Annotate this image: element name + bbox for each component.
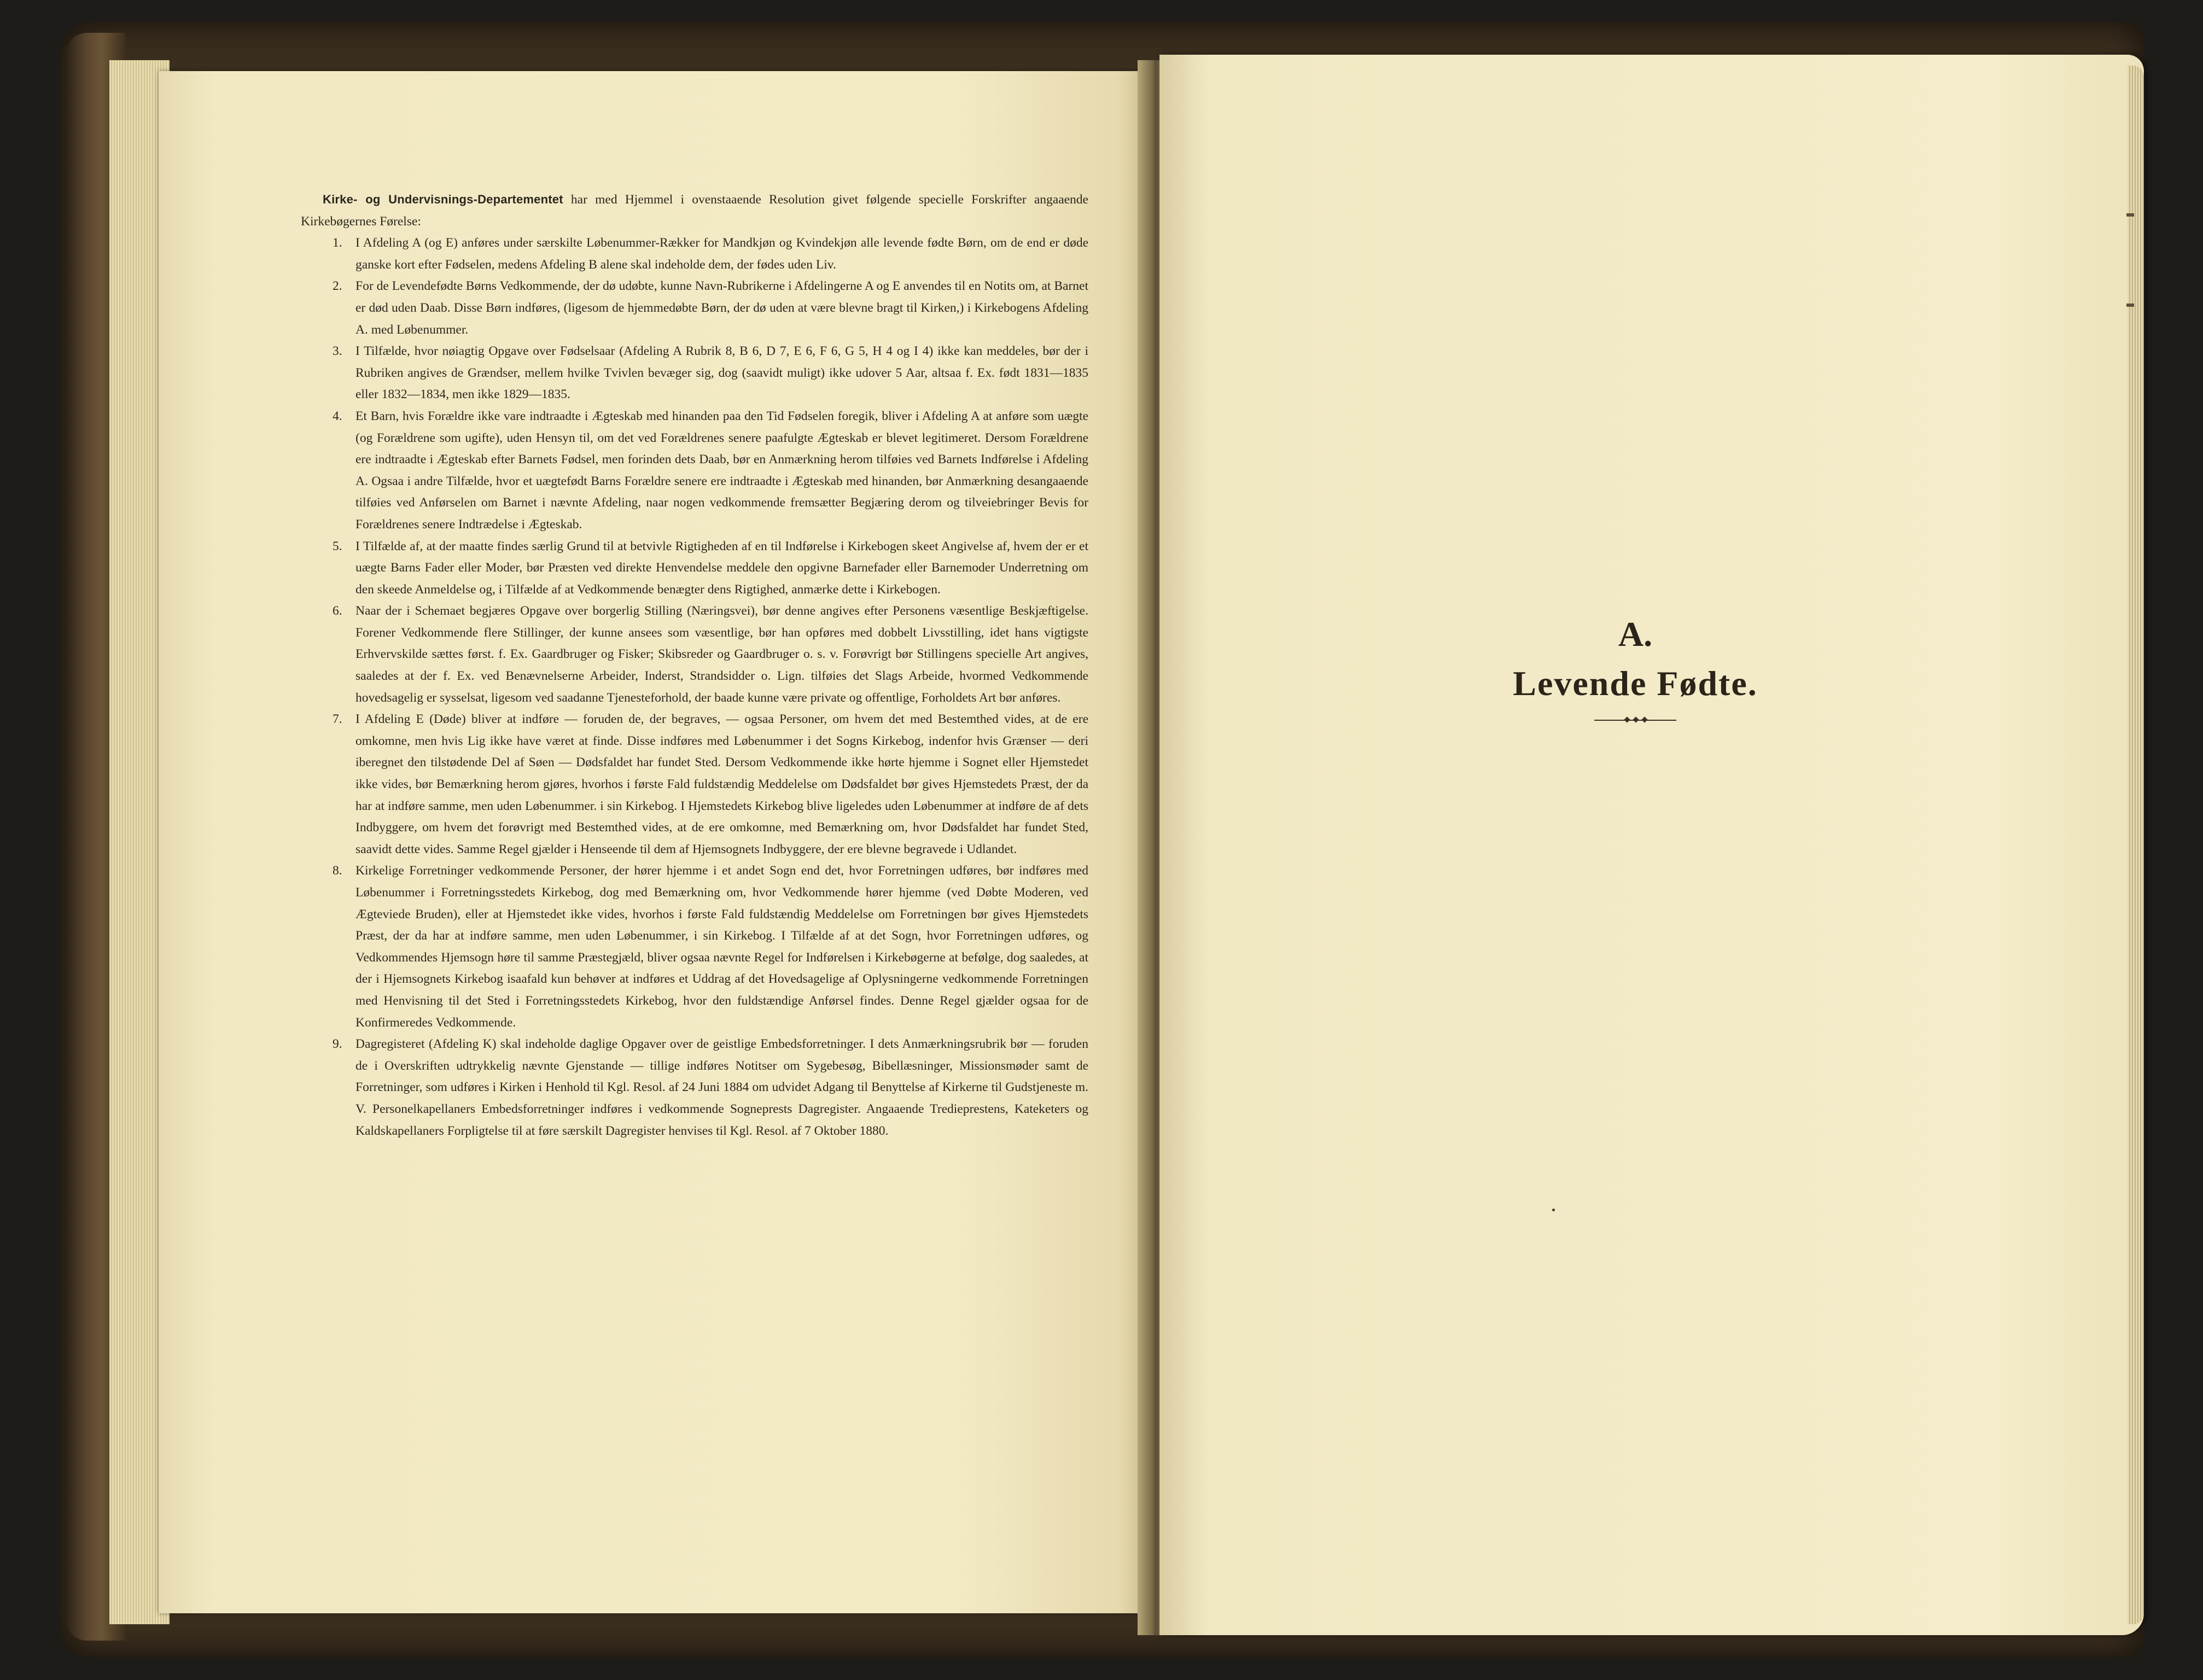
page-tab-mark: [2126, 213, 2134, 217]
page-edges-right: [2128, 66, 2144, 1624]
rule-item: [301, 600, 1088, 709]
rule-number: 5.: [333, 539, 342, 553]
rule-text: Dagregisteret (Afdeling K) skal indeholde daglige Opgaver over de geistlige Embedsforretninger. I dets Anmærkningsrubrik bør — foruden de i Overskriften udtrykkelig nævnte Gjenstande — tillige indføres Notitser om Sygebesøg, Bibellæsninger, Missionsmøder samt de Forretninger, som udføres i Kirken i Henhold til Kgl. Resol. af 24 Juni 1884 om udvidet Adgang til Benyttelse af Kirkerne til Gudstjeneste m. V. Personelkapellaners Embedsforretninger indføres i vedkommende Sogneprests Dagregister. Angaaende Tredieprestens, Kateketers og Kaldskapellaners Forpligtelse til at føre særskilt Dagregister henvises til Kgl. Resol. af 7 Oktober 1880.: [355, 1037, 1088, 1138]
section-letter: A.: [1618, 615, 1653, 654]
rule-number: 8.: [333, 864, 342, 878]
rule-text: Naar der i Schemaet begjæres Opgave over borgerlig Stilling (Næringsvei), bør denne angives efter Personens væsentlige Beskjæftigelse. Forener Vedkommende flere Stillinger, der kunne ansees som væsentlige, bør han opføres med dobbelt Livsstilling, idet hans vigtigste Erhvervskilde sættes først. f. Ex. Gaardbruger og Fisker; Skibsreder og Gaardbruger o. s. v. Forøvrigt bør Stillingens specielle Art angives, saaledes at der f. Ex. ved Benævnelserne Arbeider, Inderst, Strandsidder o. Lign. tilføies det Slags Arbeide, hvormed Vedkommende hovedsagelig er sysselsat, ligesom ved saadanne Tjenesteforhold, der baade kunne være private og offentlige, Forholdets Art bør anføres.: [355, 604, 1088, 705]
rule-text: I Afdeling A (og E) anføres under særskilte Løbenummer-Rækker for Mandkjøn og Kvindekjøn alle levende fødte Børn, om de end er døde ganske kort efter Fødselen, medens Afdeling B alene skal indeholde dem, der fødes uden Liv.: [355, 236, 1088, 272]
ornament-divider: [1594, 716, 1676, 724]
rule-item: [301, 406, 1088, 536]
regulations-text: [301, 189, 1088, 1142]
rule-item: [301, 536, 1088, 601]
page-tab-mark: [2126, 304, 2134, 307]
rule-number: 1.: [333, 236, 342, 250]
rule-item: [301, 860, 1088, 1034]
rule-text: Kirkelige Forretninger vedkommende Personer, der hører hjemme i et andet Sogn end det, hvor Forretningen udføres, bør indføres med Løbenummer i Forretningsstedets Kirkebog, dog med Bemærkning om, hvor Vedkommende hører hjemme (ved Døbte Moderen, ved Ægteviede Bruden), eller at Hjemstedet ikke vides, hvorhos i første Fald fuldstændig Meddelelse om Forretningen bør gives Hjemstedets Præst, der da har at indføre samme, men uden Løbenummer, i sin Kirkebog. I Tilfælde af at det Sogn, hvor Forretningen udføres, og Vedkommendes Hjemsogn høre til samme Præstegjæld, bliver ogsaa nævnte Regel for Indførelsen i Kirkebøgerne at befølge, dog saaledes, at der i Hjemsognets Kirkebog isaafald kun behøver at indføres et Uddrag af det Hovedsagelige af Oplysningerne vedkommende Forretningen med Henvisning til det Sted i Forretningsstedets Kirkebog, hvor den fuldstændige Anførsel findes. Denne Regel gjælder ogsaa for de Konfirmeredes Vedkommende.: [355, 864, 1088, 1030]
rule-number: 7.: [333, 712, 342, 727]
rule-text: For de Levendefødte Børns Vedkommende, der dø udøbte, kunne Navn-Rubrikerne i Afdelingerne A og E anvendes til en Notits om, at Barnet er død uden Daab. Disse Børn indføres, (ligesom de hjemmedøbte Børn, der dø uden at være blevne bragt til Kirken,) i Kirkebogens Afdeling A. med Løbenummer.: [355, 279, 1088, 337]
rule-item: [301, 1034, 1088, 1142]
rule-number: 9.: [333, 1037, 342, 1052]
ink-speck: [1552, 1209, 1555, 1211]
rule-number: 6.: [333, 604, 342, 619]
section-title: Levende Fødte.: [1513, 664, 1758, 703]
section-heading: [1433, 612, 1838, 724]
rule-item: [301, 709, 1088, 860]
rule-number: 4.: [333, 409, 342, 423]
rule-text: I Tilfælde af, at der maatte findes særlig Grund til at betvivle Rigtigheden af en til Indførelse i Kirkebogen skeet Angivelse af, hvem der er et uægte Barns Fader eller Moder, bør Præsten ved direkte Henvendelse meddele den opgivne Barnefader eller Barnemoder Underretning om den skeede Anmeldelse og, i Tilfælde af at Vedkommende benægter dens Rigtighed, anmærke dette i Kirkebogen.: [355, 539, 1088, 597]
intro-lead: Kirke- og Undervisnings-Departementet: [323, 192, 563, 206]
rule-item: [301, 276, 1088, 341]
rule-item: [301, 341, 1088, 406]
rule-number: 3.: [333, 344, 342, 359]
rule-number: 2.: [333, 279, 342, 294]
rule-item: [301, 232, 1088, 276]
regulations-intro: [301, 189, 1088, 232]
intro-text: har med Hjemmel i ovenstaaende Resolution givet følgende specielle Forskrifter angaaende Kirkebøgernes Førelse:: [301, 192, 1088, 229]
rule-text: I Tilfælde, hvor nøiagtig Opgave over Fødselsaar (Afdeling A Rubrik 8, B 6, D 7, E 6, F 6, G 5, H 4 og I 4) ikke kan meddeles, bør der i Rubriken angives de Grændser, mellem hvilke Tvivlen bevæger sig, dog (saavidt muligt) ikke udover 5 Aar, altsaa f. Ex. født 1831—1835 eller 1832—1834, men ikke 1829—1835.: [355, 344, 1088, 402]
rule-text: I Afdeling E (Døde) bliver at indføre — foruden de, der begraves, — ogsaa Personer, om hvem det med Bestemthed vides, at de ere omkomne, men hvis Lig ikke have været at finde. Disse indføres med Løbenummer i det Sogns Kirkebog, indenfor hvis Grænser — deri iberegnet den tilstødende Del af Søen — Dødsfaldet har fundet Sted. Dersom Vedkommende ikke hørte hjemme i Sognet eller Hjemstedet ikke vides, bør Bemærkning herom gjøres, hvorhos i første Fald fuldstændig Meddelelse om Dødsfaldet bør gives Hjemstedets Præst, der da har at indføre samme, men uden Løbenummer. i sin Kirkebog. I Hjemstedets Kirkebog blive ligeledes uden Løbenummer at indføre de af dets Indbyggere, om hvem det forøvrigt med Bestemthed vides, at de ere omkomne, med Bemærkning om, hvor Dødsfaldet har fundet Sted, saavidt dette vides. Samme Regel gjælder i Henseende til dem af Hjemsognets Indbyggere, der ere blevne begravede i Udlandet.: [355, 712, 1088, 856]
right-page: [1159, 55, 2144, 1635]
rule-text: Et Barn, hvis Forældre ikke vare indtraadte i Ægteskab med hinanden paa den Tid Fødselen foregik, bliver i Afdeling A at anføre som uægte (og Forældrene som ugifte), uden Hensyn til, om det ved Forældrenes senere paafulgte Ægteskab er blevet legitimeret. Dersom Forældrene ere indtraadte i Ægteskab efter Barnets Fødsel, men forinden dets Daab, bør en Anmærkning herom tilføies ved Barnets Indførelse i Afdeling A. Ogsaa i andre Tilfælde, hvor et uægtefødt Barns Forældre senere ere indtraadte i Ægteskab med hinanden, bør Anmærkning desangaaende tilføies ved Anførselen om Barnet i nævnte Afdeling, naar nogen vedkommende fremsætter Begjæring derom og tilveiebringer Bevis for Forældrenes senere Indtrædelse i Ægteskab.: [355, 409, 1088, 532]
